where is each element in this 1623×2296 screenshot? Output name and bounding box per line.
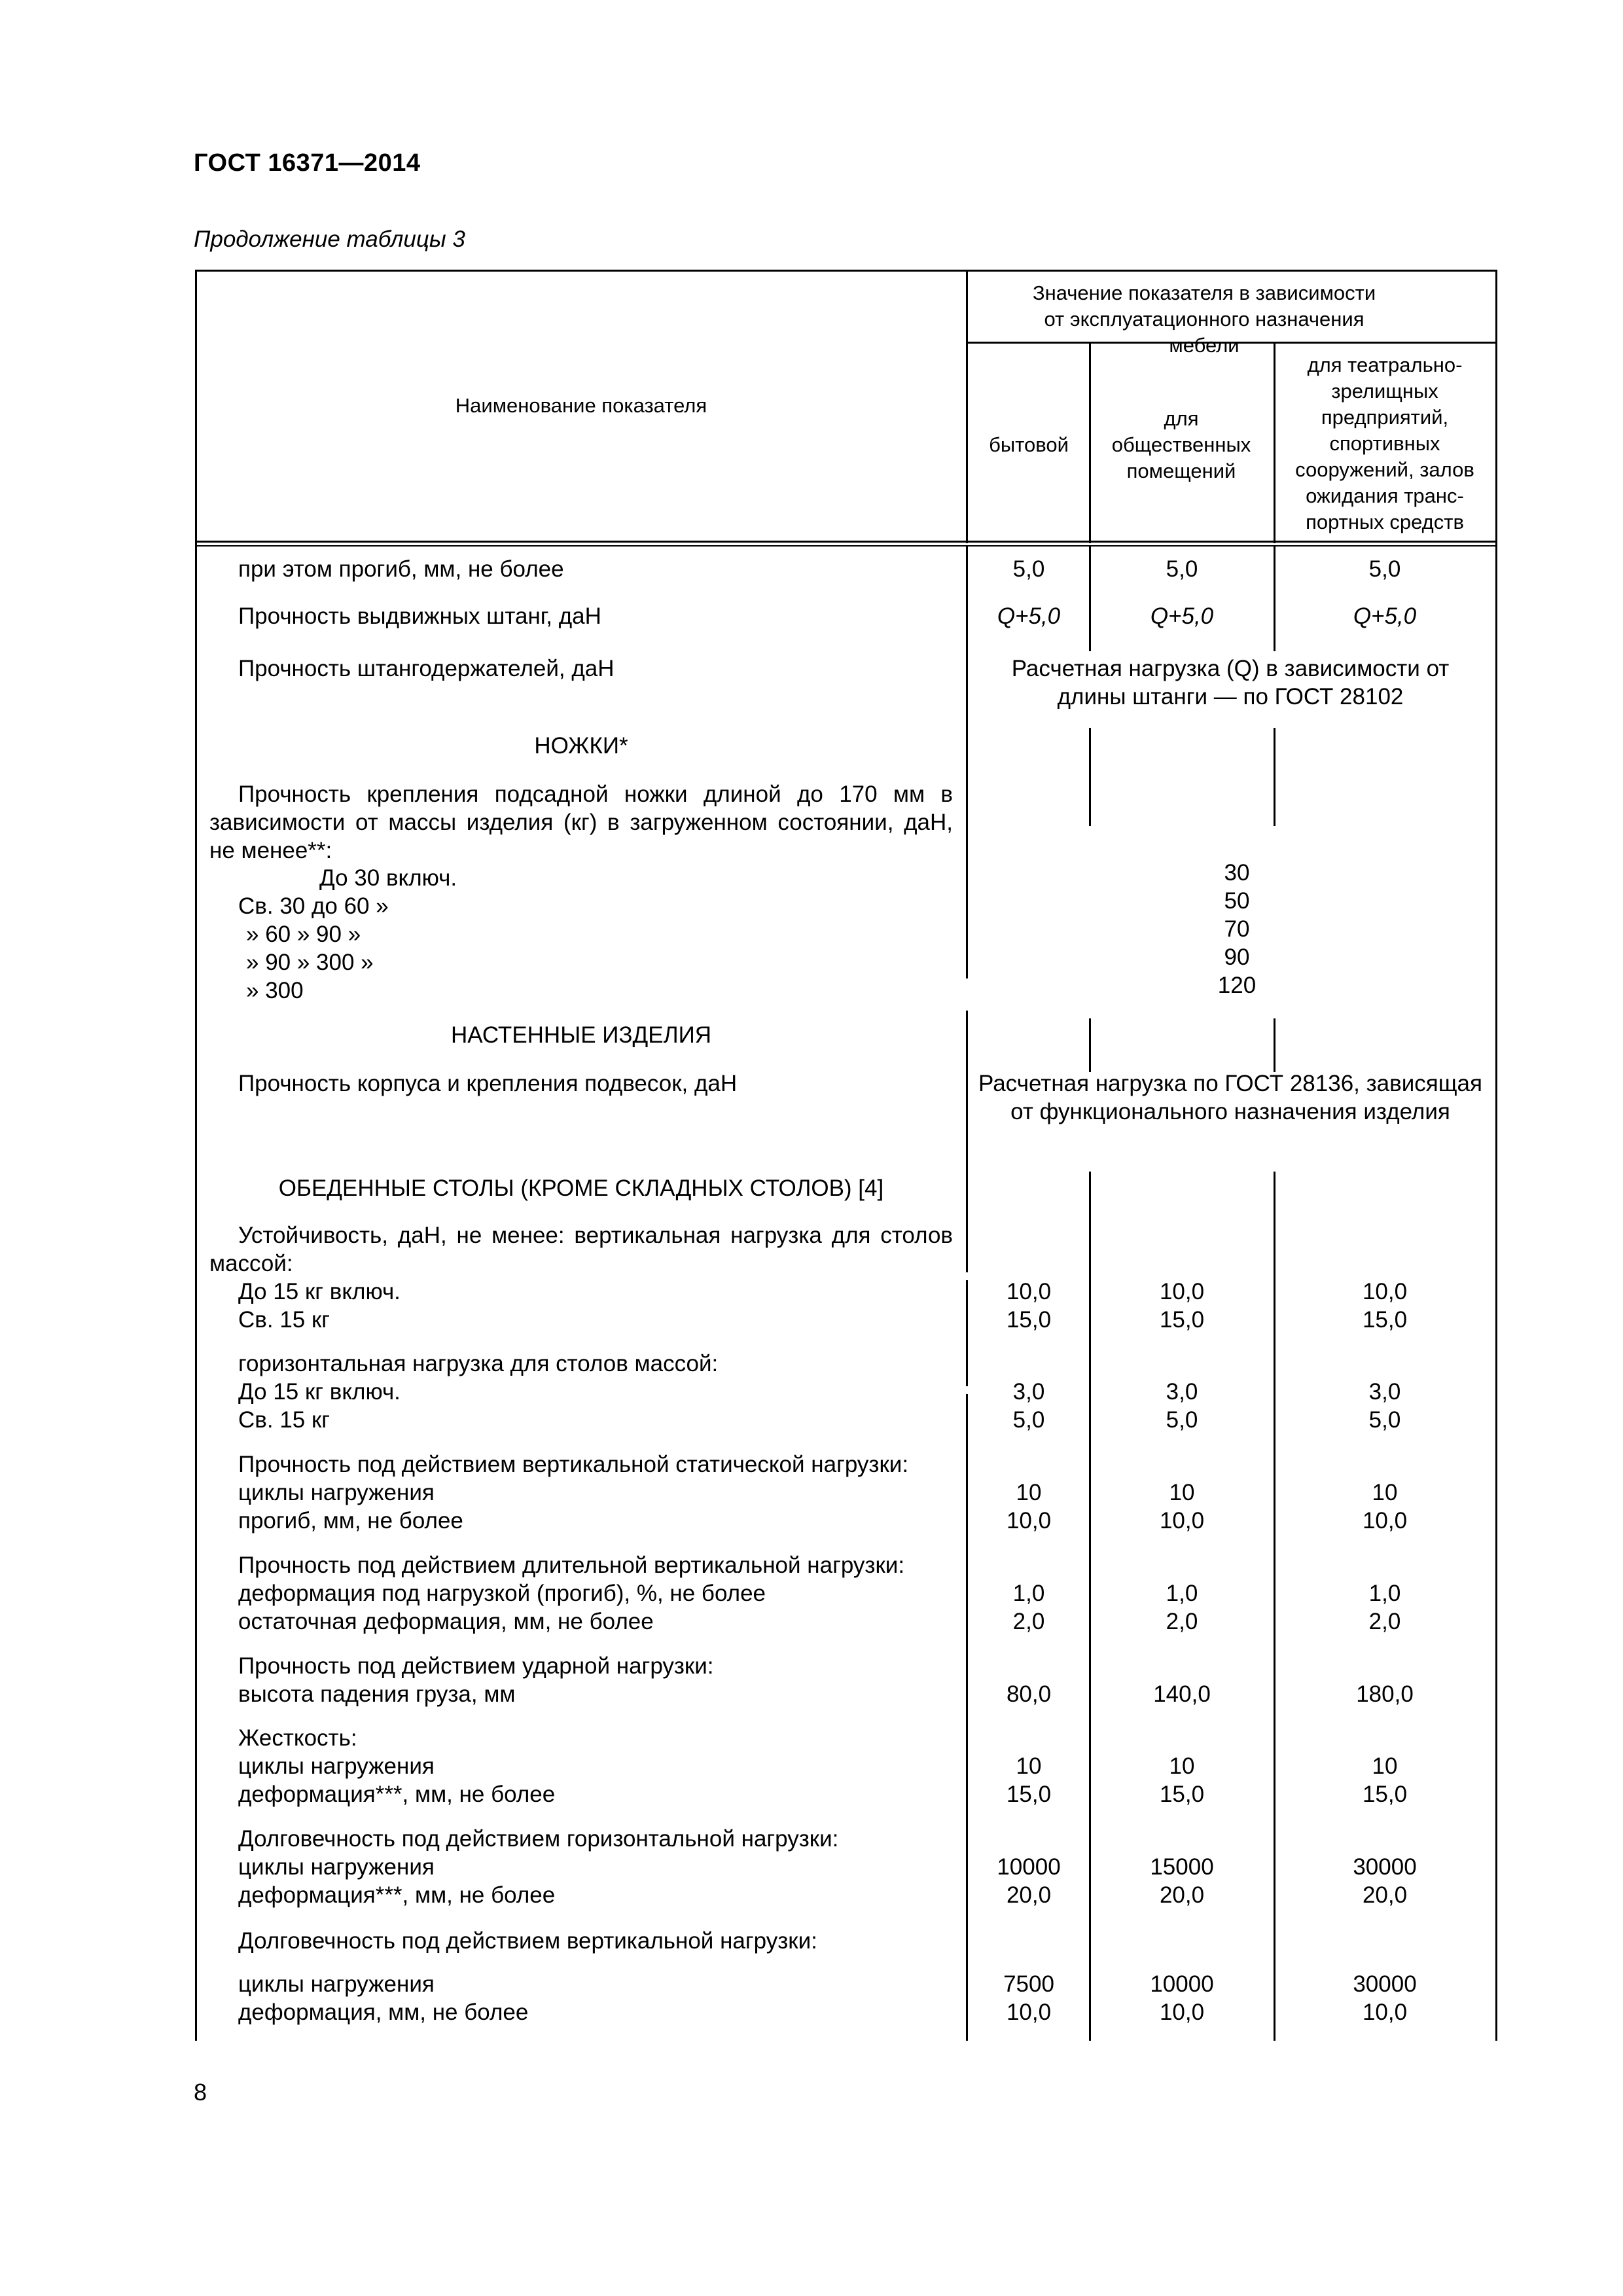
rigidity-2-a: 10 (1169, 1753, 1195, 1779)
static-3-a: 10 (1372, 1480, 1398, 1505)
static-1-a: 10 (1016, 1480, 1042, 1505)
static-2-b: 10,0 (1159, 1508, 1205, 1534)
body-divider-name-d (966, 1394, 968, 2041)
stability-1-a: 10,0 (1006, 1279, 1052, 1304)
rigidity-sub-1: циклы нагружения (238, 1753, 435, 1779)
header-col-household: бытовой (989, 433, 1069, 456)
legs-value-4: 90 (1224, 944, 1250, 970)
durability-v-2-b: 10,0 (1159, 2000, 1205, 2025)
longterm-2-a: 1,0 (1166, 1581, 1198, 1606)
horizontal-sub-1: До 15 кг включ. (238, 1379, 401, 1405)
header-divider-name (966, 270, 968, 543)
static-1-b: 10,0 (1006, 1508, 1052, 1534)
static-sub-2: прогиб, мм, не более (238, 1508, 463, 1534)
longterm-3-a: 1,0 (1368, 1581, 1401, 1606)
horizontal-sub-2: Св. 15 кг (238, 1407, 330, 1433)
page-number: 8 (194, 2079, 207, 2106)
header-bottom-border (195, 541, 1497, 543)
table-left-border (195, 270, 197, 2041)
stability-2-a: 10,0 (1159, 1279, 1205, 1304)
impact-2: 140,0 (1153, 1681, 1211, 1707)
durability-h-2-a: 15000 (1150, 1854, 1214, 1880)
durability-h-2-b: 20,0 (1159, 1882, 1205, 1908)
cell-deflection-1: 5,0 (1012, 556, 1045, 582)
header-bottom-border-2 (195, 545, 1497, 547)
horizontal-3-b: 5,0 (1368, 1407, 1401, 1433)
horizontal-2-a: 3,0 (1166, 1379, 1198, 1405)
header-divider-2 (1274, 342, 1275, 543)
stability-sub-1: До 15 кг включ. (238, 1279, 401, 1304)
row-label-legs: Прочность крепления подсадной ножки длиной до 170 мм в зависимости от массы изделия (кг) в загруженном состоянии, даН, не менее**: (209, 781, 953, 863)
durability-v-3-a: 30000 (1353, 1971, 1417, 1997)
rigidity-3-a: 10 (1372, 1753, 1398, 1779)
rigidity-1-a: 10 (1016, 1753, 1042, 1779)
legs-range-3: » 60 » 90 » (246, 922, 361, 947)
cell-deflection-2: 5,0 (1166, 556, 1198, 582)
cell-bars-2: Q+5,0 (1150, 603, 1214, 629)
cell-bars-1: Q+5,0 (997, 603, 1061, 629)
header-divider-1 (1089, 342, 1091, 543)
body-divider-1-c (1089, 1018, 1091, 1072)
body-divider-2-b (1274, 728, 1275, 826)
body-divider-name-b (966, 1011, 968, 1272)
row-label-impact: Прочность под действием ударной нагрузки: (238, 1653, 714, 1679)
row-label-durability-vertical: Долговечность под действием вертикальной нагрузки: (238, 1928, 817, 1954)
durability-h-3-a: 30000 (1353, 1854, 1417, 1880)
static-sub-1: циклы нагружения (238, 1480, 435, 1505)
row-label-bars: Прочность выдвижных штанг, даН (238, 603, 601, 629)
horizontal-2-b: 5,0 (1166, 1407, 1198, 1433)
impact-sub: высота падения груза, мм (238, 1681, 516, 1707)
legs-value-5: 120 (1217, 973, 1257, 998)
durability-v-3-b: 10,0 (1362, 2000, 1408, 2025)
horizontal-3-a: 3,0 (1368, 1379, 1401, 1405)
body-divider-name-c (966, 1280, 968, 1386)
rigidity-3-b: 15,0 (1362, 1782, 1408, 1807)
legs-range-1: До 30 включ. (319, 865, 457, 891)
durability-v-2-a: 10000 (1150, 1971, 1214, 1997)
rigidity-2-b: 15,0 (1159, 1782, 1205, 1807)
durability-h-sub-2: деформация***, мм, не более (238, 1882, 556, 1908)
row-label-rigidity: Жесткость: (238, 1725, 357, 1751)
header-col-public: для общественных помещений (1111, 407, 1251, 482)
body-divider-1-b (1089, 728, 1091, 826)
body-divider-2-c (1274, 1018, 1275, 1072)
impact-1: 80,0 (1006, 1681, 1052, 1707)
row-label-deflection: при этом прогиб, мм, не более (238, 556, 564, 582)
stability-3-b: 15,0 (1362, 1307, 1408, 1333)
header-group-title: Значение показателя в зависимости от эксплуатационного назначения мебели (1032, 281, 1376, 357)
stability-2-b: 15,0 (1159, 1307, 1205, 1333)
header-col-theatre: для театрально-зрелищных предприятий, спортивных сооружений, залов ожидания транс-портных средств (1295, 353, 1474, 533)
durability-v-sub-1: циклы нагружения (238, 1971, 435, 1997)
longterm-3-b: 2,0 (1368, 1609, 1401, 1634)
row-label-durability-horizontal: Долговечность под действием горизонтальной нагрузки: (238, 1826, 839, 1852)
longterm-1-b: 2,0 (1012, 1609, 1045, 1634)
durability-h-sub-1: циклы нагружения (238, 1854, 435, 1880)
durability-h-1-a: 10000 (997, 1854, 1061, 1880)
horizontal-1-a: 3,0 (1012, 1379, 1045, 1405)
durability-h-1-b: 20,0 (1006, 1882, 1052, 1908)
longterm-sub-1: деформация под нагрузкой (прогиб), %, не более (238, 1581, 766, 1606)
legs-value-2: 50 (1224, 888, 1250, 914)
legs-value-1: 30 (1224, 860, 1250, 886)
longterm-2-b: 2,0 (1166, 1609, 1198, 1634)
section-heading-wall: НАСТЕННЫЕ ИЗДЕЛИЯ (450, 1022, 712, 1048)
row-label-static: Прочность под действием вертикальной статической нагрузки: (238, 1452, 909, 1477)
legs-value-3: 70 (1224, 916, 1250, 942)
body-divider-name-a (966, 547, 968, 978)
legs-range-4: » 90 » 300 » (246, 950, 374, 975)
durability-h-3-b: 20,0 (1362, 1882, 1408, 1908)
rigidity-1-b: 15,0 (1006, 1782, 1052, 1807)
row-label-wall: Прочность корпуса и крепления подвесок, даН (238, 1071, 738, 1096)
legs-range-5: » 300 (246, 978, 304, 1003)
static-2-a: 10 (1169, 1480, 1195, 1505)
stability-sub-2: Св. 15 кг (238, 1307, 330, 1333)
table-top-border (195, 270, 1497, 272)
row-label-longterm: Прочность под действием длительной вертикальной нагрузки: (238, 1552, 905, 1578)
cell-deflection-3: 5,0 (1368, 556, 1401, 582)
row-label-bar-holders: Прочность штангодержателей, даН (238, 656, 615, 681)
stability-3-a: 10,0 (1362, 1279, 1408, 1304)
cell-bars-3: Q+5,0 (1353, 603, 1417, 629)
stability-1-b: 15,0 (1006, 1307, 1052, 1333)
durability-v-1-b: 10,0 (1006, 2000, 1052, 2025)
cell-wall-merged: Расчетная нагрузка по ГОСТ 28136, зависящая от функционального назначения изделия (978, 1071, 1482, 1124)
document-code: ГОСТ 16371—2014 (194, 149, 421, 177)
row-label-horizontal: горизонтальная нагрузка для столов массой: (238, 1351, 719, 1376)
horizontal-1-b: 5,0 (1012, 1407, 1045, 1433)
static-3-b: 10,0 (1362, 1508, 1408, 1534)
table-right-border (1495, 270, 1497, 2041)
legs-range-2: Св. 30 до 60 » (238, 893, 389, 919)
cell-bar-holders-merged: Расчетная нагрузка (Q) в зависимости от длины штанги — по ГОСТ 28102 (1011, 656, 1450, 709)
section-heading-legs: НОЖКИ* (534, 733, 628, 759)
table-caption: Продолжение таблицы 3 (194, 226, 465, 252)
durability-v-1-a: 7500 (1003, 1971, 1054, 1997)
longterm-sub-2: остаточная деформация, мм, не более (238, 1609, 654, 1634)
header-name-column: Наименование показателя (455, 394, 707, 417)
row-label-stability: Устойчивость, даН, не менее: вертикальная нагрузка для столов массой: (209, 1223, 953, 1276)
durability-v-sub-2: деформация, мм, не более (238, 2000, 529, 2025)
section-heading-dining: ОБЕДЕННЫЕ СТОЛЫ (КРОМЕ СКЛАДНЫХ СТОЛОВ) [4] (278, 1175, 884, 1201)
impact-3: 180,0 (1356, 1681, 1414, 1707)
rigidity-sub-2: деформация***, мм, не более (238, 1782, 556, 1807)
longterm-1-a: 1,0 (1012, 1581, 1045, 1606)
